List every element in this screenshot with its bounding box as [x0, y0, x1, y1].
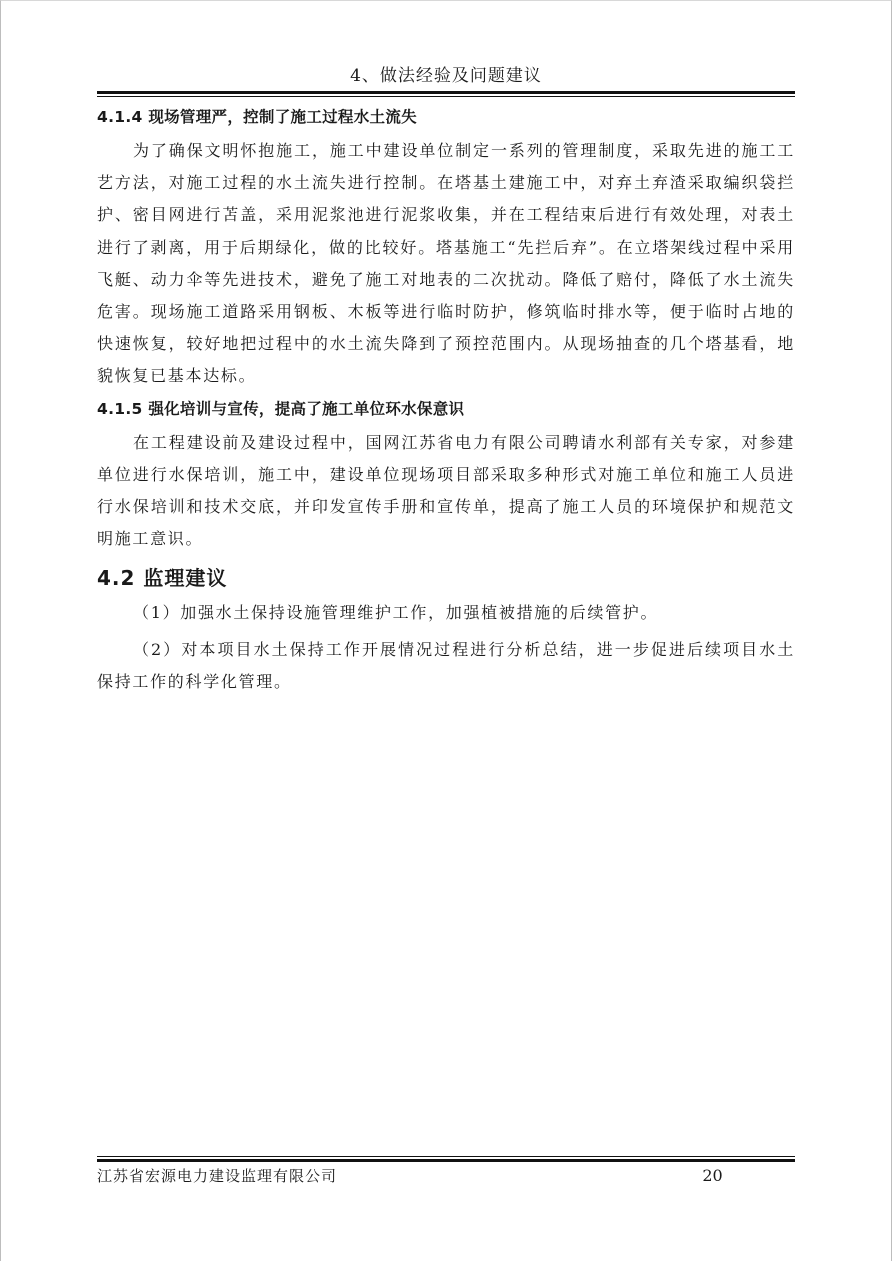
footer-rule-thin [97, 1156, 795, 1157]
paragraph-4-1-4: 为了确保文明怀抱施工，施工中建设单位制定一系列的管理制度，采取先进的施工工艺方法，对施工过程的水土流失进行控制。在塔基土建施工中，对弃土弃渣采取编织袋拦护、密目网进行苫盖，采用泥浆池进行泥浆收集，并在工程结束后进行有效处理，对表土进行了剥离，用于后期绿化，做的比较好。塔基施工“先拦后弃”。在立塔架线过程中采用飞艇、动力伞等先进技术，避免了施工对地表的二次扰动。降低了赔付，降低了水土流失危害。现场施工道路采用钢板、木板等进行临时防护，修筑临时排水等，便于临时占地的快速恢复，较好地把过程中的水土流失降到了预控范围内。从现场抽查的几个塔基看，地貌恢复已基本达标。 [97, 141, 795, 386]
header-rule-thick [97, 91, 795, 94]
suggestion-item: （2）对本项目水土保持工作开展情况过程进行分析总结，进一步促进后续项目水土保持工作的科学化管理。 [97, 639, 795, 691]
section-heading-4-1-4: 4.1.4 现场管理严，控制了施工过程水土流失 [97, 108, 417, 126]
footer-company-name: 江苏省宏源电力建设监理有限公司 [97, 1167, 338, 1185]
page-header-title: 4、做法经验及问题建议 [350, 66, 542, 86]
document-body [97, 103, 795, 698]
footer-rule-thick [97, 1159, 795, 1162]
section-heading-4-1-5: 4.1.5 强化培训与宣传，提高了施工单位环水保意识 [97, 399, 465, 418]
page-number: 20 [702, 1166, 723, 1185]
header-rule-thin [97, 96, 795, 97]
suggestion-item: （1）加强水土保持设施管理维护工作，加强植被措施的后续管护。 [133, 603, 659, 623]
paragraph-4-1-5: 在工程建设前及建设过程中，国网江苏省电力有限公司聘请水利部有关专家，对参建单位进行水保培训，施工中，建设单位现场项目部采取多种形式对施工单位和施工人员进行水保培训和技术交底，并印发宣传手册和宣传单，提高了施工人员的环境保护和规范文明施工意识。 [97, 432, 795, 549]
section-heading-4-2: 4.2 监理建议 [97, 566, 228, 591]
